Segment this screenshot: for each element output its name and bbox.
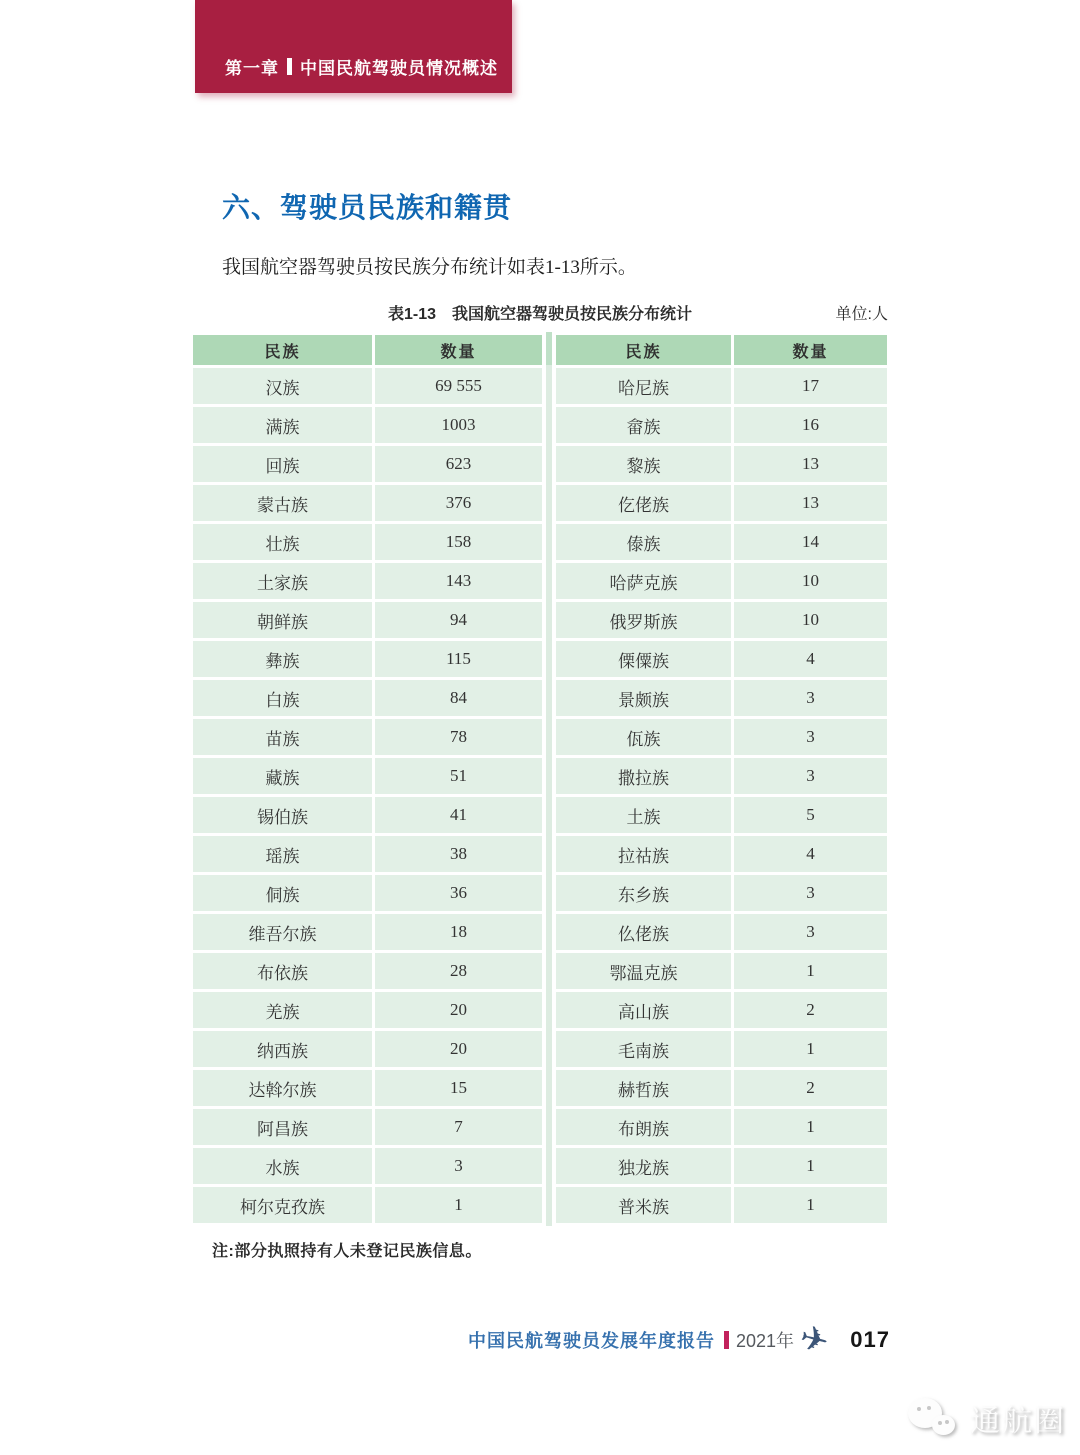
table-note: 注:部分执照持有人未登记民族信息。	[212, 1243, 482, 1260]
table-cell: 20	[374, 991, 544, 1030]
table-cell: 51	[374, 757, 544, 796]
table-middle-strip	[546, 332, 552, 1226]
table-cell: 623	[374, 445, 544, 484]
table-cell: 38	[374, 835, 544, 874]
column-header-count: 数量	[733, 334, 889, 367]
table-cell: 侗族	[192, 874, 374, 913]
table-cell: 18	[374, 913, 544, 952]
table-cell: 158	[374, 523, 544, 562]
footer-year: 2021年	[736, 1331, 795, 1351]
table-row	[555, 562, 889, 601]
table-cell: 1	[733, 1147, 889, 1186]
table-row	[192, 718, 544, 757]
page-number: 017	[850, 1327, 890, 1352]
table-cell: 撒拉族	[555, 757, 733, 796]
table-row	[555, 367, 889, 406]
table-cell: 41	[374, 796, 544, 835]
table-row	[192, 1186, 544, 1225]
table-cell: 彝族	[192, 640, 374, 679]
table-cell: 柯尔克孜族	[192, 1186, 374, 1225]
ethnicity-table-left	[190, 332, 545, 1226]
table-middle-gap	[545, 332, 553, 1226]
ethnicity-table-right	[553, 332, 890, 1226]
table-cell: 毛南族	[555, 1030, 733, 1069]
table-header-row	[192, 334, 544, 367]
table-cell: 羌族	[192, 991, 374, 1030]
table-row	[192, 679, 544, 718]
table-caption-row	[190, 301, 890, 325]
table-cell: 94	[374, 601, 544, 640]
table-cell: 鄂温克族	[555, 952, 733, 991]
table-header-row	[555, 334, 889, 367]
table-row	[192, 757, 544, 796]
table-cell: 蒙古族	[192, 484, 374, 523]
table-row	[192, 523, 544, 562]
table-row	[555, 484, 889, 523]
table-cell: 朝鲜族	[192, 601, 374, 640]
table-cell: 景颇族	[555, 679, 733, 718]
table-cell: 白族	[192, 679, 374, 718]
table-row	[192, 640, 544, 679]
table-cell: 13	[733, 445, 889, 484]
table-row	[192, 835, 544, 874]
table-cell: 藏族	[192, 757, 374, 796]
table-cell: 3	[733, 718, 889, 757]
table-row	[555, 991, 889, 1030]
table-unit-label: 单位:人	[835, 306, 888, 323]
table-cell: 仡佬族	[555, 484, 733, 523]
table-cell: 1003	[374, 406, 544, 445]
table-row	[192, 445, 544, 484]
table-row	[192, 796, 544, 835]
table-cell: 3	[733, 757, 889, 796]
table-cell: 壮族	[192, 523, 374, 562]
table-cell: 1	[733, 1186, 889, 1225]
table-cell: 维吾尔族	[192, 913, 374, 952]
table-cell: 4	[733, 835, 889, 874]
table-cell: 赫哲族	[555, 1069, 733, 1108]
table-row	[555, 601, 889, 640]
table-row	[192, 1069, 544, 1108]
table-cell: 佤族	[555, 718, 733, 757]
table-cell: 土家族	[192, 562, 374, 601]
table-cell: 4	[733, 640, 889, 679]
chapter-banner	[195, 0, 512, 93]
table-row	[555, 1108, 889, 1147]
table-cell: 纳西族	[192, 1030, 374, 1069]
table-row	[192, 1030, 544, 1069]
table-cell: 15	[374, 1069, 544, 1108]
table-row	[192, 874, 544, 913]
section-title: 六、驾驶员民族和籍贯	[222, 192, 513, 223]
table-cell: 独龙族	[555, 1147, 733, 1186]
table-cell: 俄罗斯族	[555, 601, 733, 640]
table-cell: 16	[733, 406, 889, 445]
table-cell: 2	[733, 991, 889, 1030]
banner-divider	[287, 58, 292, 75]
table-cell: 苗族	[192, 718, 374, 757]
table-caption: 表1-13 我国航空器驾驶员按民族分布统计	[387, 306, 693, 323]
table-cell: 115	[374, 640, 544, 679]
table-cell: 1	[733, 952, 889, 991]
table-cell: 仫佬族	[555, 913, 733, 952]
table-cell: 高山族	[555, 991, 733, 1030]
table-cell: 哈尼族	[555, 367, 733, 406]
table-cell: 84	[374, 679, 544, 718]
table-row	[555, 874, 889, 913]
table-row	[192, 367, 544, 406]
table-cell: 2	[733, 1069, 889, 1108]
column-header-ethnicity: 民族	[555, 334, 733, 367]
table-row	[192, 952, 544, 991]
table-row	[192, 406, 544, 445]
airplane-icon: ✈	[795, 1318, 833, 1362]
table-cell: 3	[733, 679, 889, 718]
table-cell: 20	[374, 1030, 544, 1069]
table-cell: 达斡尔族	[192, 1069, 374, 1108]
table-cell: 回族	[192, 445, 374, 484]
table-cell: 14	[733, 523, 889, 562]
table-cell: 17	[733, 367, 889, 406]
table-cell: 拉祜族	[555, 835, 733, 874]
table-row	[555, 796, 889, 835]
table-row	[192, 991, 544, 1030]
footer-report-title: 中国民航驾驶员发展年度报告	[468, 1331, 715, 1351]
table-cell: 锡伯族	[192, 796, 374, 835]
table-row	[555, 445, 889, 484]
table-row	[555, 835, 889, 874]
table-row	[192, 484, 544, 523]
watermark	[906, 1395, 1066, 1441]
table-row	[555, 718, 889, 757]
table-row	[555, 640, 889, 679]
page-footer	[190, 1320, 890, 1360]
intro-paragraph: 我国航空器驾驶员按民族分布统计如表1-13所示。	[222, 257, 637, 278]
table-cell: 畲族	[555, 406, 733, 445]
table-cell: 1	[733, 1108, 889, 1147]
table-cell: 28	[374, 952, 544, 991]
table-cell: 5	[733, 796, 889, 835]
footer-divider-bar	[724, 1331, 729, 1349]
table-cell: 36	[374, 874, 544, 913]
table-row	[192, 1147, 544, 1186]
table-row	[555, 679, 889, 718]
table-row	[555, 406, 889, 445]
table-row	[555, 913, 889, 952]
table-row	[555, 952, 889, 991]
watermark-text: 通航圈	[970, 1405, 1066, 1438]
table-cell: 3	[733, 913, 889, 952]
column-header-ethnicity: 民族	[192, 334, 374, 367]
table-cell: 布依族	[192, 952, 374, 991]
table-row	[555, 1030, 889, 1069]
table-cell: 13	[733, 484, 889, 523]
chapter-title: 中国民航驾驶员情况概述	[300, 59, 498, 78]
table-row	[555, 1186, 889, 1225]
table-cell: 376	[374, 484, 544, 523]
table-cell: 78	[374, 718, 544, 757]
table-cell: 水族	[192, 1147, 374, 1186]
table-cell: 傈僳族	[555, 640, 733, 679]
table-row	[192, 562, 544, 601]
table-cell: 满族	[192, 406, 374, 445]
table-cell: 3	[733, 874, 889, 913]
table-cell: 傣族	[555, 523, 733, 562]
table-cell: 布朗族	[555, 1108, 733, 1147]
table-row	[555, 757, 889, 796]
table-cell: 1	[733, 1030, 889, 1069]
table-cell: 黎族	[555, 445, 733, 484]
table-row	[192, 1108, 544, 1147]
column-header-count: 数量	[374, 334, 544, 367]
wechat-bubbles-icon	[906, 1395, 960, 1441]
table-cell: 10	[733, 562, 889, 601]
table-row	[555, 1147, 889, 1186]
table-row	[555, 1069, 889, 1108]
table-cell: 哈萨克族	[555, 562, 733, 601]
table-cell: 土族	[555, 796, 733, 835]
table-cell: 7	[374, 1108, 544, 1147]
table-cell: 1	[374, 1186, 544, 1225]
table-row	[192, 913, 544, 952]
table-row	[192, 601, 544, 640]
ethnicity-table	[190, 332, 890, 1226]
table-cell: 汉族	[192, 367, 374, 406]
table-cell: 瑶族	[192, 835, 374, 874]
table-cell: 东乡族	[555, 874, 733, 913]
table-cell: 普米族	[555, 1186, 733, 1225]
table-cell: 69 555	[374, 367, 544, 406]
table-cell: 10	[733, 601, 889, 640]
chapter-label: 第一章	[225, 59, 279, 78]
table-cell: 143	[374, 562, 544, 601]
table-cell: 3	[374, 1147, 544, 1186]
table-cell: 阿昌族	[192, 1108, 374, 1147]
table-row	[555, 523, 889, 562]
